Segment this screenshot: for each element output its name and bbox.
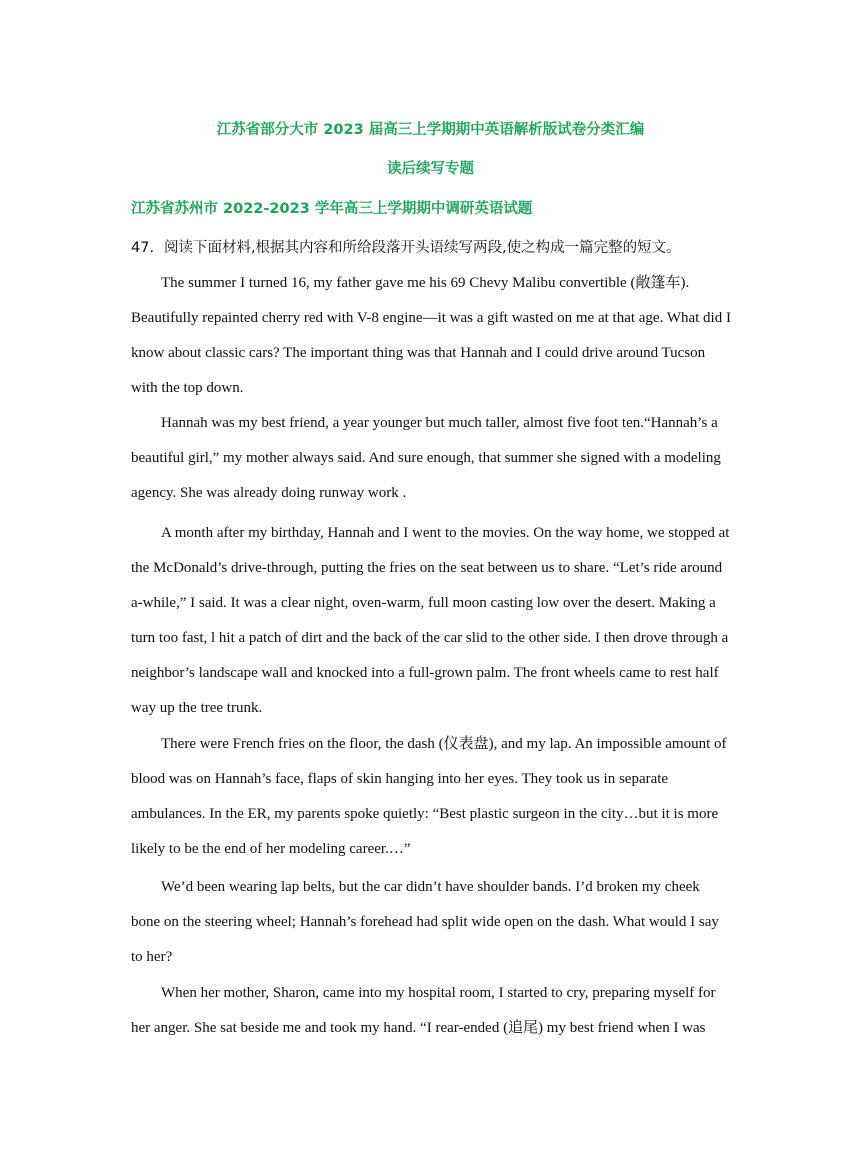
topic-title: 读后续写专题 xyxy=(387,161,474,177)
passage-paragraph-1: The summer I turned 16, my father gave me his 69 Chevy Malibu convertible (敞篷车). Beautifully repainted cherry red with V-8 engine—it was a gift wasted on me at that age. What did I know about classic cars? The important thing was that Hannah and I could drive around Tucson with the top down. xyxy=(131,275,731,396)
passage-paragraph-6: When her mother, Sharon, came into my hospital room, I started to cry, preparing myself for her anger. She sat beside me and took my hand. “I rear-ended (追尾) my best friend when I was xyxy=(131,985,716,1036)
passage-paragraph-4: There were French fries on the floor, the dash (仪表盘), and my lap. An impossible amount of blood was on Hannah’s face, flaps of skin hanging into her eyes. They took us in separate ambulances. In the ER, my parents spoke quietly: “Best plastic surgeon in the city…but it is more likely to be the end of her modeling career.…” xyxy=(131,736,727,857)
question-instruction: 47．阅读下面材料,根据其内容和所给段落开头语续写两段,使之构成一篇完整的短文。 xyxy=(131,240,681,256)
passage-paragraph-3: A month after my birthday, Hannah and I went to the movies. On the way home, we stopped at the McDonald’s drive-through, putting the fries on the seat between us to share. “Let’s ride around a-while,” I said. It was a clear night, oven-warm, full moon casting low over the desert. Making a turn too fast, l hit a patch of dirt and the back of the car slid to the other side. I then drove through a neighbor’s landscape wall and knocked into a full-grown palm. The front wheels came to rest half way up the tree trunk. xyxy=(131,525,730,716)
document-main-title: 江苏省部分大市 2023 届高三上学期期中英语解析版试卷分类汇编 xyxy=(216,122,645,138)
passage-paragraph-2: Hannah was my best friend, a year younger but much taller, almost five foot ten.“Hannah’s a beautiful girl,” my mother always said. And sure enough, that summer she signed with a modeling agency. She was already doing runway work . xyxy=(131,415,721,501)
passage-paragraph-5: We’d been wearing lap belts, but the car didn’t have shoulder bands. I’d broken my cheek bone on the steering wheel; Hannah’s forehead had split wide open on the dash. What would I say to her? xyxy=(131,879,719,965)
exam-title: 江苏省苏州市 2022-2023 学年高三上学期期中调研英语试题 xyxy=(131,201,533,217)
